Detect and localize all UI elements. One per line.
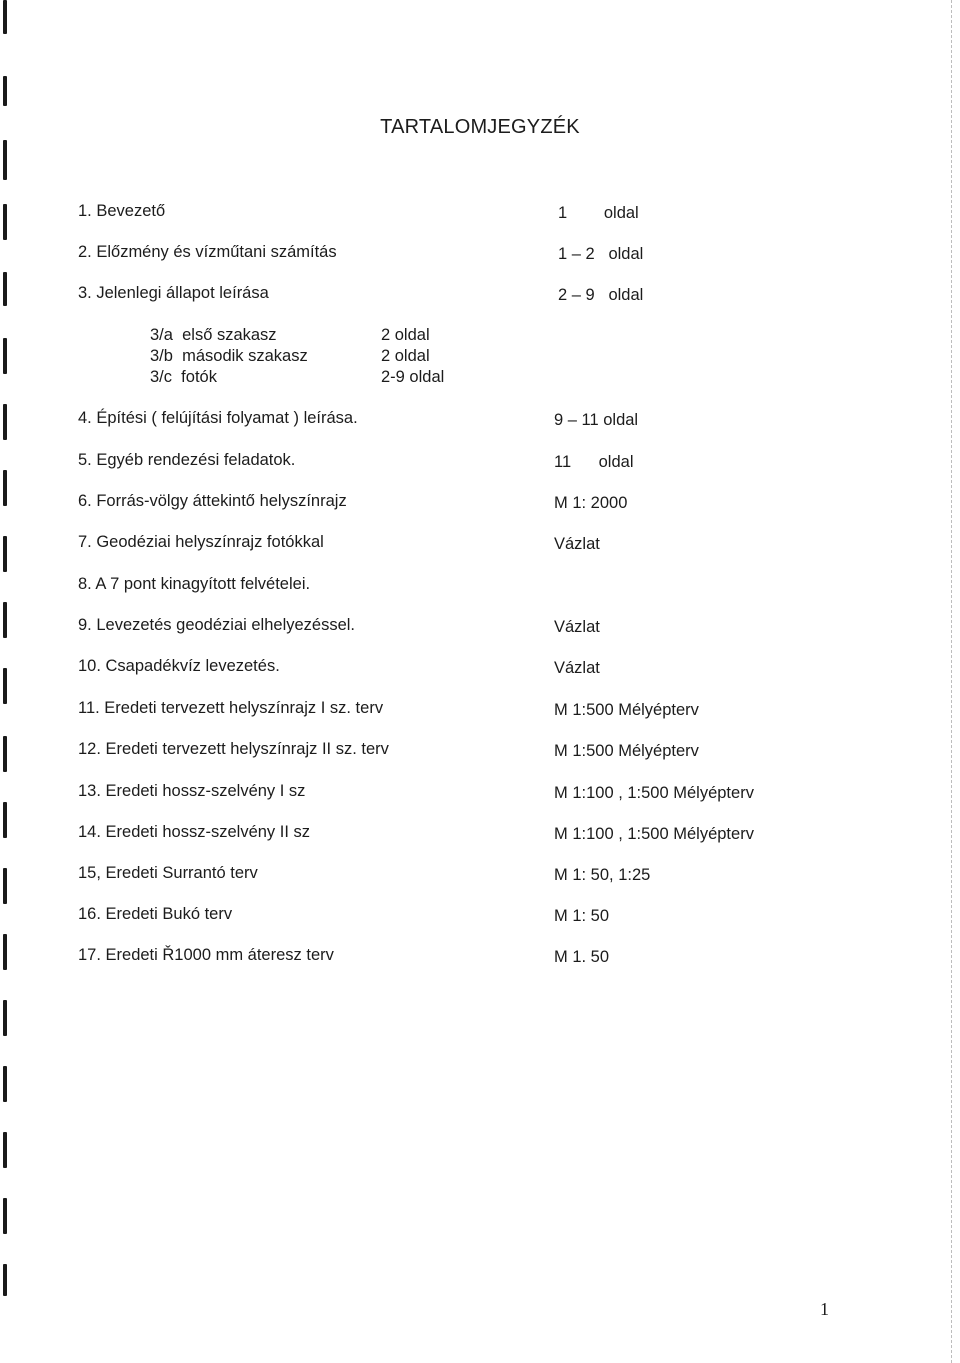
toc-label: 17. Eredeti Ř1000 mm áteresz terv — [78, 946, 334, 964]
toc-sub-label: 3/b második szakasz — [150, 347, 308, 365]
toc-label: 8. A 7 pont kinagyított felvételei. — [78, 575, 311, 593]
toc-label: 13. Eredeti hossz-szelvény I sz — [78, 782, 306, 800]
toc-ref: 1 oldal — [558, 204, 639, 222]
binding-mark — [3, 868, 7, 904]
toc-ref: M 1: 2000 — [554, 494, 628, 512]
toc-ref: M 1:100 , 1:500 Mélyépterv — [554, 825, 754, 843]
toc-label: 14. Eredeti hossz-szelvény II sz — [78, 823, 311, 841]
toc-label: 3. Jelenlegi állapot leírása — [78, 284, 269, 302]
binding-mark — [3, 602, 7, 638]
page-title: TARTALOMJEGYZÉK — [380, 116, 580, 138]
scan-edge-line — [951, 0, 953, 1363]
toc-ref: M 1:500 Mélyépterv — [554, 701, 699, 719]
binding-mark — [3, 536, 7, 572]
toc-sub-ref: 2 oldal — [381, 347, 430, 365]
binding-mark — [3, 470, 7, 506]
toc-sub-ref: 2-9 oldal — [381, 368, 445, 386]
toc-ref: M 1. 50 — [554, 948, 610, 966]
toc-ref: Vázlat — [554, 535, 600, 553]
toc-ref: 1 – 2 oldal — [558, 245, 644, 263]
toc-sub-ref: 2 oldal — [381, 326, 430, 344]
page-number: 1 — [820, 1299, 829, 1319]
toc-label: 16. Eredeti Bukó terv — [78, 905, 233, 923]
toc-ref: 2 – 9 oldal — [558, 286, 644, 304]
toc-label: 7. Geodéziai helyszínrajz fotókkal — [78, 533, 324, 551]
binding-mark — [3, 272, 7, 306]
toc-ref: Vázlat — [554, 659, 600, 677]
toc-ref: M 1:500 Mélyépterv — [554, 742, 699, 760]
toc-ref: 9 – 11 oldal — [554, 411, 639, 429]
binding-mark — [3, 404, 7, 440]
toc-label: 10. Csapadékvíz levezetés. — [78, 657, 280, 675]
toc-ref: M 1:100 , 1:500 Mélyépterv — [554, 784, 754, 802]
binding-mark — [3, 934, 7, 970]
binding-mark — [3, 0, 7, 34]
binding-mark — [3, 802, 7, 838]
toc-label: 11. Eredeti tervezett helyszínrajz I sz. terv — [78, 699, 384, 717]
binding-mark — [3, 668, 7, 704]
toc-label: 9. Levezetés geodéziai elhelyezéssel. — [78, 616, 356, 634]
binding-mark — [3, 204, 7, 240]
toc-label: 1. Bevezető — [78, 202, 166, 220]
binding-mark — [3, 736, 7, 772]
toc-sub-label: 3/a első szakasz — [150, 326, 277, 344]
toc-label: 4. Építési ( felújítási folyamat ) leírása. — [78, 409, 358, 427]
binding-mark — [3, 1066, 7, 1102]
toc-ref: 11 oldal — [554, 453, 634, 471]
toc-sub-label: 3/c fotók — [150, 368, 217, 386]
toc-ref: M 1: 50, 1:25 — [554, 866, 651, 884]
toc-label: 5. Egyéb rendezési feladatok. — [78, 451, 296, 469]
binding-mark — [3, 1264, 7, 1296]
toc-ref: M 1: 50 — [554, 907, 610, 925]
binding-mark — [3, 140, 7, 180]
binding-mark — [3, 1000, 7, 1036]
toc-ref: Vázlat — [554, 618, 600, 636]
toc-label: 2. Előzmény és vízműtani számítás — [78, 243, 337, 261]
toc-label: 12. Eredeti tervezett helyszínrajz II sz. terv — [78, 740, 389, 758]
binding-mark — [3, 76, 7, 106]
binding-mark — [3, 1198, 7, 1234]
binding-mark — [3, 1132, 7, 1168]
toc-label: 15, Eredeti Surrantó terv — [78, 864, 258, 882]
toc-label: 6. Forrás-völgy áttekintő helyszínrajz — [78, 492, 347, 510]
binding-mark — [3, 338, 7, 374]
